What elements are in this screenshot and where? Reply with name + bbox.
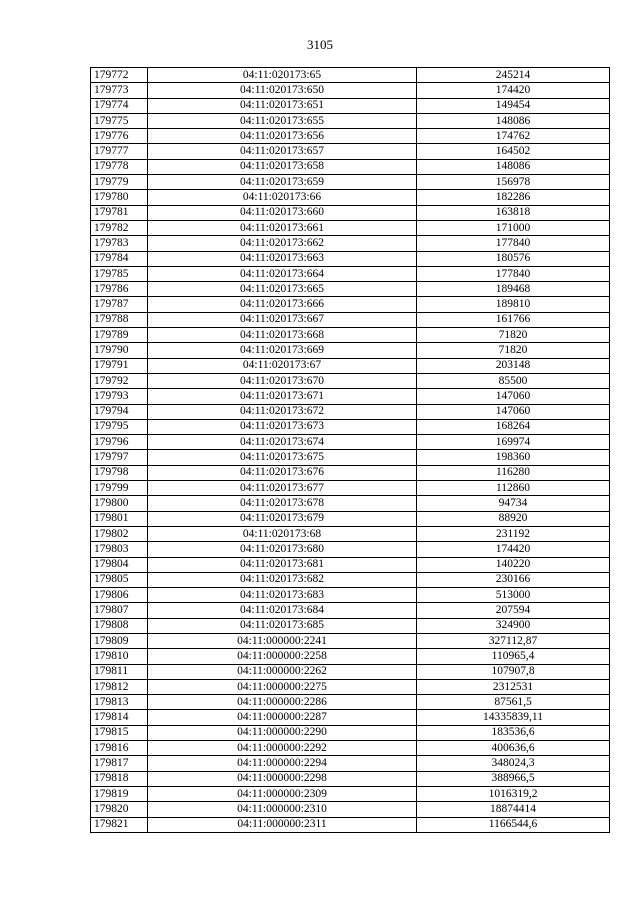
row-number-cell: 179791 (91, 358, 148, 373)
table-row (91, 404, 610, 419)
value-cell: 112860 (417, 481, 610, 496)
value-cell: 324900 (417, 618, 610, 633)
table-row (91, 618, 610, 633)
table-row (91, 98, 610, 113)
value-cell: 94734 (417, 496, 610, 511)
row-number-cell: 179795 (91, 419, 148, 434)
value-cell: 18874414 (417, 802, 610, 817)
value-cell: 231192 (417, 526, 610, 541)
row-number-cell: 179813 (91, 695, 148, 710)
row-number-cell: 179802 (91, 526, 148, 541)
table-row (91, 542, 610, 557)
cadastral-number-cell: 04:11:000000:2258 (148, 649, 417, 664)
row-number-cell: 179805 (91, 572, 148, 587)
value-cell: 245214 (417, 68, 610, 83)
row-number-cell: 179799 (91, 481, 148, 496)
cadastral-number-cell: 04:11:000000:2292 (148, 741, 417, 756)
value-cell: 400636,6 (417, 741, 610, 756)
table-row (91, 741, 610, 756)
value-cell: 149454 (417, 98, 610, 113)
table-row (91, 786, 610, 801)
table-row (91, 358, 610, 373)
cadastral-number-cell: 04:11:000000:2310 (148, 802, 417, 817)
table-row (91, 695, 610, 710)
table-row (91, 664, 610, 679)
value-cell: 156978 (417, 175, 610, 190)
row-number-cell: 179800 (91, 496, 148, 511)
row-number-cell: 179815 (91, 725, 148, 740)
cadastral-number-cell: 04:11:020173:680 (148, 542, 417, 557)
row-number-cell: 179801 (91, 511, 148, 526)
table-row (91, 312, 610, 327)
row-number-cell: 179821 (91, 817, 148, 832)
row-number-cell: 179809 (91, 633, 148, 648)
cadastral-number-cell: 04:11:020173:673 (148, 419, 417, 434)
cadastral-number-cell: 04:11:000000:2298 (148, 771, 417, 786)
value-cell: 148086 (417, 113, 610, 128)
row-number-cell: 179786 (91, 282, 148, 297)
value-cell: 71820 (417, 343, 610, 358)
table-row (91, 450, 610, 465)
value-cell: 87561,5 (417, 695, 610, 710)
row-number-cell: 179804 (91, 557, 148, 572)
cadastral-number-cell: 04:11:020173:669 (148, 343, 417, 358)
cadastral-number-cell: 04:11:020173:674 (148, 435, 417, 450)
table-row (91, 389, 610, 404)
cadastral-number-cell: 04:11:020173:67 (148, 358, 417, 373)
cadastral-number-cell: 04:11:020173:677 (148, 481, 417, 496)
value-cell: 147060 (417, 389, 610, 404)
value-cell: 183536,6 (417, 725, 610, 740)
table-row (91, 419, 610, 434)
cadastral-number-cell: 04:11:020173:656 (148, 129, 417, 144)
table-row (91, 343, 610, 358)
cadastral-number-cell: 04:11:000000:2275 (148, 679, 417, 694)
table-row (91, 435, 610, 450)
cadastral-number-cell: 04:11:020173:655 (148, 113, 417, 128)
cadastral-number-cell: 04:11:020173:650 (148, 83, 417, 98)
cadastral-number-cell: 04:11:020173:685 (148, 618, 417, 633)
cadastral-number-cell: 04:11:020173:663 (148, 251, 417, 266)
table-row (91, 251, 610, 266)
cadastral-number-cell: 04:11:020173:670 (148, 373, 417, 388)
row-number-cell: 179814 (91, 710, 148, 725)
value-cell: 207594 (417, 603, 610, 618)
value-cell: 513000 (417, 588, 610, 603)
table-row (91, 557, 610, 572)
value-cell: 71820 (417, 328, 610, 343)
value-cell: 163818 (417, 205, 610, 220)
cadastral-number-cell: 04:11:020173:672 (148, 404, 417, 419)
row-number-cell: 179796 (91, 435, 148, 450)
value-cell: 174762 (417, 129, 610, 144)
cadastral-number-cell: 04:11:000000:2311 (148, 817, 417, 832)
value-cell: 189810 (417, 297, 610, 312)
table-row (91, 710, 610, 725)
value-cell: 388966,5 (417, 771, 610, 786)
table-row (91, 175, 610, 190)
cadastral-number-cell: 04:11:020173:666 (148, 297, 417, 312)
value-cell: 168264 (417, 419, 610, 434)
table-row (91, 236, 610, 251)
value-cell: 180576 (417, 251, 610, 266)
table-row (91, 328, 610, 343)
cadastral-number-cell: 04:11:020173:662 (148, 236, 417, 251)
row-number-cell: 179779 (91, 175, 148, 190)
cadastral-number-cell: 04:11:000000:2290 (148, 725, 417, 740)
value-cell: 174420 (417, 83, 610, 98)
table-row (91, 679, 610, 694)
value-cell: 203148 (417, 358, 610, 373)
table-row (91, 113, 610, 128)
value-cell: 140220 (417, 557, 610, 572)
cadastral-number-cell: 04:11:000000:2309 (148, 786, 417, 801)
table-row (91, 129, 610, 144)
value-cell: 85500 (417, 373, 610, 388)
table-row (91, 144, 610, 159)
row-number-cell: 179784 (91, 251, 148, 266)
cadastral-number-cell: 04:11:020173:682 (148, 572, 417, 587)
row-number-cell: 179808 (91, 618, 148, 633)
row-number-cell: 179819 (91, 786, 148, 801)
table-row (91, 282, 610, 297)
cadastral-number-cell: 04:11:020173:676 (148, 465, 417, 480)
row-number-cell: 179803 (91, 542, 148, 557)
cadastral-table (90, 67, 610, 833)
table-row (91, 756, 610, 771)
row-number-cell: 179787 (91, 297, 148, 312)
row-number-cell: 179794 (91, 404, 148, 419)
row-number-cell: 179788 (91, 312, 148, 327)
cadastral-number-cell: 04:11:020173:683 (148, 588, 417, 603)
value-cell: 198360 (417, 450, 610, 465)
table-row (91, 588, 610, 603)
cadastral-number-cell: 04:11:020173:660 (148, 205, 417, 220)
value-cell: 177840 (417, 266, 610, 281)
row-number-cell: 179782 (91, 220, 148, 235)
cadastral-number-cell: 04:11:000000:2286 (148, 695, 417, 710)
cadastral-number-cell: 04:11:020173:65 (148, 68, 417, 83)
row-number-cell: 179789 (91, 328, 148, 343)
row-number-cell: 179806 (91, 588, 148, 603)
row-number-cell: 179783 (91, 236, 148, 251)
table-row (91, 496, 610, 511)
value-cell: 182286 (417, 190, 610, 205)
cadastral-number-cell: 04:11:020173:665 (148, 282, 417, 297)
row-number-cell: 179772 (91, 68, 148, 83)
value-cell: 1016319,2 (417, 786, 610, 801)
cadastral-number-cell: 04:11:000000:2241 (148, 633, 417, 648)
row-number-cell: 179798 (91, 465, 148, 480)
row-number-cell: 179780 (91, 190, 148, 205)
cadastral-number-cell: 04:11:020173:675 (148, 450, 417, 465)
value-cell: 88920 (417, 511, 610, 526)
row-number-cell: 179773 (91, 83, 148, 98)
cadastral-number-cell: 04:11:020173:684 (148, 603, 417, 618)
value-cell: 327112,87 (417, 633, 610, 648)
cadastral-number-cell: 04:11:020173:66 (148, 190, 417, 205)
value-cell: 189468 (417, 282, 610, 297)
cadastral-number-cell: 04:11:000000:2287 (148, 710, 417, 725)
table-row (91, 68, 610, 83)
row-number-cell: 179777 (91, 144, 148, 159)
row-number-cell: 179776 (91, 129, 148, 144)
page-number: 3105 (307, 37, 333, 52)
row-number-cell: 179792 (91, 373, 148, 388)
value-cell: 107907,8 (417, 664, 610, 679)
table-row (91, 373, 610, 388)
cadastral-number-cell: 04:11:020173:678 (148, 496, 417, 511)
cadastral-number-cell: 04:11:020173:661 (148, 220, 417, 235)
table-row (91, 266, 610, 281)
row-number-cell: 179820 (91, 802, 148, 817)
cadastral-number-cell: 04:11:000000:2294 (148, 756, 417, 771)
cadastral-number-cell: 04:11:020173:657 (148, 144, 417, 159)
table-row (91, 649, 610, 664)
row-number-cell: 179818 (91, 771, 148, 786)
row-number-cell: 179810 (91, 649, 148, 664)
value-cell: 177840 (417, 236, 610, 251)
cadastral-number-cell: 04:11:020173:668 (148, 328, 417, 343)
table-row (91, 297, 610, 312)
cadastral-number-cell: 04:11:020173:681 (148, 557, 417, 572)
value-cell: 1166544,6 (417, 817, 610, 832)
cadastral-number-cell: 04:11:020173:659 (148, 175, 417, 190)
table-row (91, 725, 610, 740)
row-number-cell: 179797 (91, 450, 148, 465)
row-number-cell: 179785 (91, 266, 148, 281)
value-cell: 110965,4 (417, 649, 610, 664)
cadastral-number-cell: 04:11:020173:68 (148, 526, 417, 541)
cadastral-number-cell: 04:11:020173:679 (148, 511, 417, 526)
table-row (91, 511, 610, 526)
table-row (91, 83, 610, 98)
value-cell: 161766 (417, 312, 610, 327)
value-cell: 169974 (417, 435, 610, 450)
cadastral-number-cell: 04:11:020173:667 (148, 312, 417, 327)
value-cell: 174420 (417, 542, 610, 557)
table-row (91, 603, 610, 618)
table-row (91, 159, 610, 174)
row-number-cell: 179774 (91, 98, 148, 113)
row-number-cell: 179811 (91, 664, 148, 679)
table-row (91, 526, 610, 541)
row-number-cell: 179775 (91, 113, 148, 128)
value-cell: 164502 (417, 144, 610, 159)
value-cell: 171000 (417, 220, 610, 235)
value-cell: 147060 (417, 404, 610, 419)
table-row (91, 802, 610, 817)
value-cell: 230166 (417, 572, 610, 587)
cadastral-number-cell: 04:11:020173:664 (148, 266, 417, 281)
cadastral-number-cell: 04:11:000000:2262 (148, 664, 417, 679)
value-cell: 116280 (417, 465, 610, 480)
table-row (91, 190, 610, 205)
cadastral-number-cell: 04:11:020173:651 (148, 98, 417, 113)
table-row (91, 481, 610, 496)
table-body (91, 68, 610, 833)
table-row (91, 220, 610, 235)
row-number-cell: 179816 (91, 741, 148, 756)
row-number-cell: 179807 (91, 603, 148, 618)
table-row (91, 465, 610, 480)
row-number-cell: 179790 (91, 343, 148, 358)
value-cell: 348024,3 (417, 756, 610, 771)
table-row (91, 633, 610, 648)
table-row (91, 771, 610, 786)
row-number-cell: 179817 (91, 756, 148, 771)
value-cell: 2312531 (417, 679, 610, 694)
cadastral-number-cell: 04:11:020173:658 (148, 159, 417, 174)
value-cell: 14335839,11 (417, 710, 610, 725)
value-cell: 148086 (417, 159, 610, 174)
row-number-cell: 179793 (91, 389, 148, 404)
table-row (91, 205, 610, 220)
cadastral-number-cell: 04:11:020173:671 (148, 389, 417, 404)
row-number-cell: 179778 (91, 159, 148, 174)
table-row (91, 572, 610, 587)
table-row (91, 817, 610, 832)
row-number-cell: 179812 (91, 679, 148, 694)
row-number-cell: 179781 (91, 205, 148, 220)
